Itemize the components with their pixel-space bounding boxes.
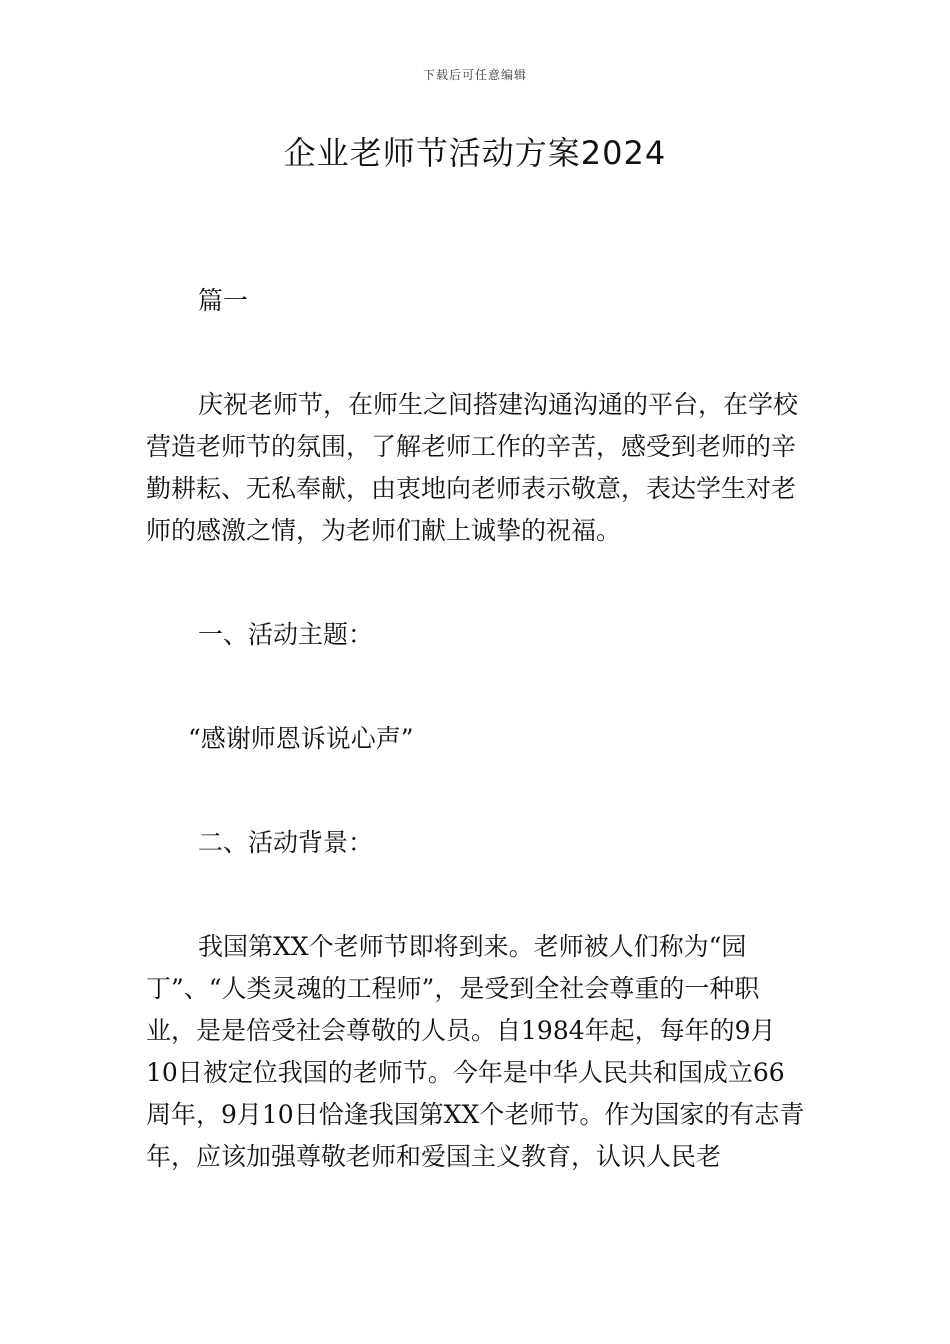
intro-paragraph: 庆祝老师节，在师生之间搭建沟通沟通的平台，在学校营造老师节的氛围，了解老师工作的辛苦，感受到老师的辛勤耕耘、无私奉献，由衷地向老师表示敬意，表达学生对老师的感激之情，为老师们献上诚挚的祝福。 xyxy=(146,390,799,545)
page-header-note: 下载后可任意编辑 xyxy=(422,68,527,82)
background-paragraph: 我国第XX个老师节即将到来。老师被人们称为“园丁”、“人类灵魂的工程师”，是受到全社会尊重的一种职业，是是倍受社会尊敬的人员。自1984年起，每年的9月10日被定位我国的老师节。今年是中华人民共和国成立66周年，9月10日恰逢我国第XX个老师节。作为国家的有志青年，应该加强尊敬老师和爱国主义教育，认识人民老 xyxy=(146,932,805,1171)
document-title: 企业老师节活动方案2024 xyxy=(283,134,667,172)
part-label: 篇一 xyxy=(198,286,249,315)
section-heading-theme: 一、活动主题： xyxy=(198,620,374,649)
theme-quote: “感谢师恩诉说心声” xyxy=(188,724,414,753)
section-heading-background: 二、活动背景： xyxy=(198,828,374,857)
document-body xyxy=(146,280,806,1178)
